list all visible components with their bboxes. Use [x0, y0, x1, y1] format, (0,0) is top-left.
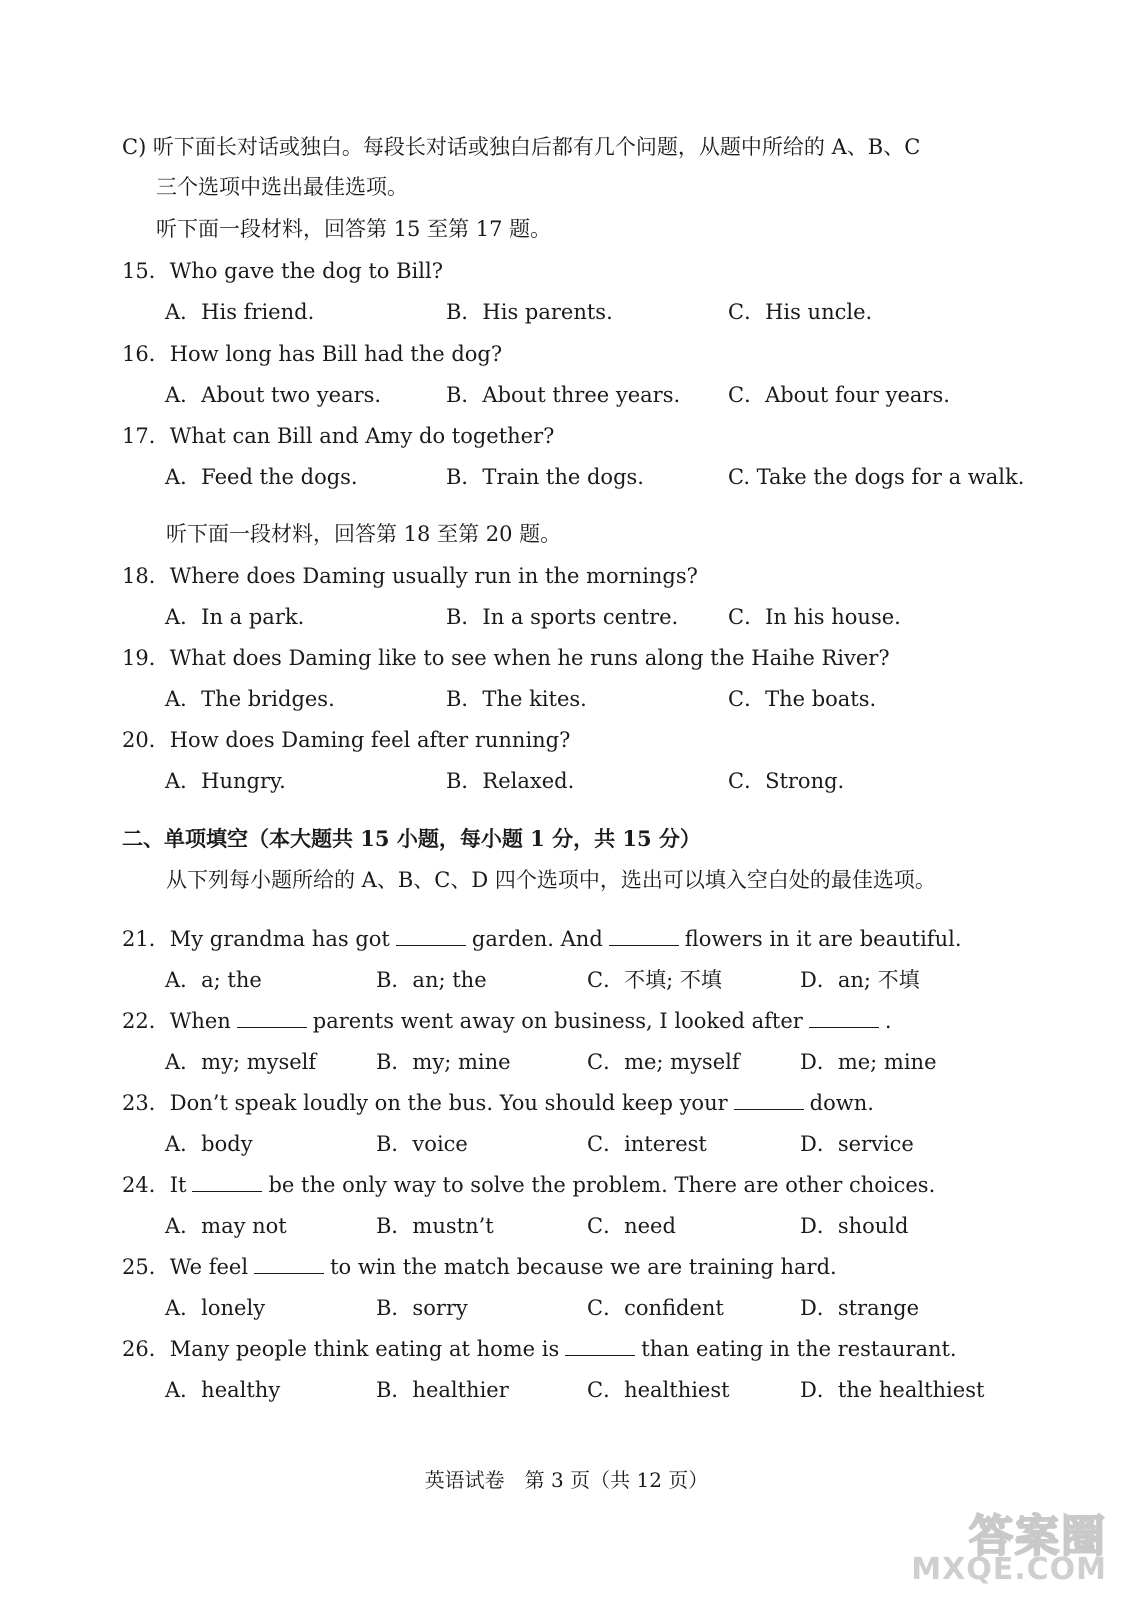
- option-26-c: C．healthiest: [587, 1378, 730, 1402]
- option-23-a: A．body: [165, 1132, 253, 1156]
- option-24-a: A．may not: [165, 1214, 287, 1238]
- question-text: Don’t speak loudly on the bus. You should keep your: [169, 1091, 728, 1115]
- question-text: than eating in the restaurant.: [641, 1337, 957, 1361]
- question-number: 24．: [122, 1173, 170, 1197]
- answer-blank: [809, 1007, 879, 1028]
- option-25-d: D．strange: [800, 1296, 920, 1320]
- option-18-c: C．In his house.: [728, 605, 901, 629]
- question-text: to win the match because we are training hard.: [330, 1255, 837, 1279]
- option-19-b: B．The kites.: [446, 687, 587, 711]
- question-text: We feel: [169, 1255, 249, 1279]
- option-16-b: B．About three years.: [446, 383, 681, 407]
- question-text: down.: [809, 1091, 874, 1115]
- section-c-line2: 三个选项中选出最佳选项。: [156, 175, 408, 199]
- option-15-a: A．His friend.: [165, 300, 315, 324]
- answer-blank: [192, 1171, 262, 1192]
- question-text: It: [169, 1173, 187, 1197]
- question-number: 26．: [122, 1337, 170, 1361]
- answer-blank: [565, 1335, 635, 1356]
- question-number: 17．: [122, 424, 170, 448]
- question-number: 18．: [122, 564, 170, 588]
- option-19-c: C．The boats.: [728, 687, 877, 711]
- option-16-a: A．About two years.: [165, 383, 382, 407]
- answer-blank: [396, 925, 466, 946]
- question-25: [122, 1252, 837, 1282]
- answer-blank: [254, 1253, 324, 1274]
- option-25-a: A．lonely: [165, 1296, 266, 1320]
- question-text: How long has Bill had the dog?: [169, 342, 503, 366]
- option-19-a: A．The bridges.: [165, 687, 335, 711]
- question-text: parents went away on business, I looked after: [312, 1009, 803, 1033]
- option-26-d: D．the healthiest: [800, 1378, 985, 1402]
- option-23-c: C．interest: [587, 1132, 707, 1156]
- question-19: [122, 643, 890, 673]
- question-23: [122, 1088, 874, 1118]
- option-26-b: B．healthier: [376, 1378, 509, 1402]
- question-number: 21．: [122, 927, 170, 951]
- option-20-b: B．Relaxed.: [446, 769, 575, 793]
- question-24: [122, 1170, 935, 1200]
- option-22-a: A．my; myself: [165, 1050, 317, 1074]
- option-26-a: A．healthy: [165, 1378, 281, 1402]
- question-text: How does Daming feel after running?: [169, 728, 571, 752]
- question-text: My grandma has got: [169, 927, 390, 951]
- question-number: 19．: [122, 646, 170, 670]
- question-number: 22．: [122, 1009, 170, 1033]
- option-17-a: A．Feed the dogs.: [165, 465, 358, 489]
- question-20: [122, 725, 570, 755]
- option-16-c: C．About four years.: [728, 383, 950, 407]
- option-24-d: D．should: [800, 1214, 909, 1238]
- question-15: [122, 256, 443, 286]
- question-26: [122, 1334, 957, 1364]
- page-footer: 英语试卷 第 3 页（共 12 页）: [424, 1468, 709, 1492]
- answer-blank: [609, 925, 679, 946]
- section-c-intro-18-20: 听下面一段材料，回答第 18 至第 20 题。: [166, 522, 562, 546]
- option-17-b: B．Train the dogs.: [446, 465, 644, 489]
- option-20-c: C．Strong.: [728, 769, 845, 793]
- question-text: .: [884, 1009, 892, 1033]
- section-c-line1: C) 听下面长对话或独白。每段长对话或独白后都有几个问题，从题中所给的 A、B、C: [122, 135, 921, 159]
- option-22-b: B．my; mine: [376, 1050, 511, 1074]
- question-text: What does Daming like to see when he runs along the Haihe River?: [169, 646, 890, 670]
- question-text: Where does Daming usually run in the mornings?: [169, 564, 698, 588]
- option-21-c: C．不填; 不填: [587, 968, 722, 992]
- option-25-c: C．confident: [587, 1296, 724, 1320]
- question-text: be the only way to solve the problem. There are other choices.: [268, 1173, 936, 1197]
- option-22-d: D．me; mine: [800, 1050, 937, 1074]
- question-text: Many people think eating at home is: [169, 1337, 560, 1361]
- option-23-d: D．service: [800, 1132, 914, 1156]
- question-text: Who gave the dog to Bill?: [169, 259, 443, 283]
- option-21-d: D．an; 不填: [800, 968, 920, 992]
- question-number: 25．: [122, 1255, 170, 1279]
- watermark: [911, 1500, 1115, 1595]
- question-text: What can Bill and Amy do together?: [169, 424, 555, 448]
- question-16: [122, 339, 502, 369]
- question-text: garden. And: [471, 927, 603, 951]
- option-20-a: A．Hungry.: [165, 769, 286, 793]
- watermark-url: MXQE.COM: [911, 1552, 1107, 1587]
- option-21-a: A．a; the: [165, 968, 262, 992]
- option-15-c: C．His uncle.: [728, 300, 873, 324]
- question-21: [122, 924, 962, 954]
- section-2-title: 二、单项填空（本大题共 15 小题，每小题 1 分，共 15 分）: [122, 826, 701, 851]
- option-23-b: B．voice: [376, 1132, 468, 1156]
- option-22-c: C．me; myself: [587, 1050, 740, 1074]
- question-18: [122, 561, 698, 591]
- question-22: [122, 1006, 892, 1036]
- option-24-b: B．mustn’t: [376, 1214, 494, 1238]
- answer-blank: [734, 1089, 804, 1110]
- option-18-a: A．In a park.: [165, 605, 305, 629]
- question-text: When: [169, 1009, 231, 1033]
- question-number: 16．: [122, 342, 170, 366]
- option-18-b: B．In a sports centre.: [446, 605, 679, 629]
- option-21-b: B．an; the: [376, 968, 487, 992]
- option-25-b: B．sorry: [376, 1296, 468, 1320]
- option-24-c: C．need: [587, 1214, 676, 1238]
- section-2-instruction: 从下列每小题所给的 A、B、C、D 四个选项中，选出可以填入空白处的最佳选项。: [166, 868, 936, 892]
- option-15-b: B．His parents.: [446, 300, 613, 324]
- answer-blank: [237, 1007, 307, 1028]
- question-number: 15．: [122, 259, 170, 283]
- section-c-intro-15-17: 听下面一段材料，回答第 15 至第 17 题。: [156, 217, 552, 241]
- question-text: flowers in it are beautiful.: [684, 927, 962, 951]
- question-17: [122, 421, 554, 451]
- question-number: 23．: [122, 1091, 170, 1115]
- watermark-logo: 答案圈: [969, 1511, 1107, 1562]
- option-17-c: C. Take the dogs for a walk.: [728, 465, 1025, 489]
- question-number: 20．: [122, 728, 170, 752]
